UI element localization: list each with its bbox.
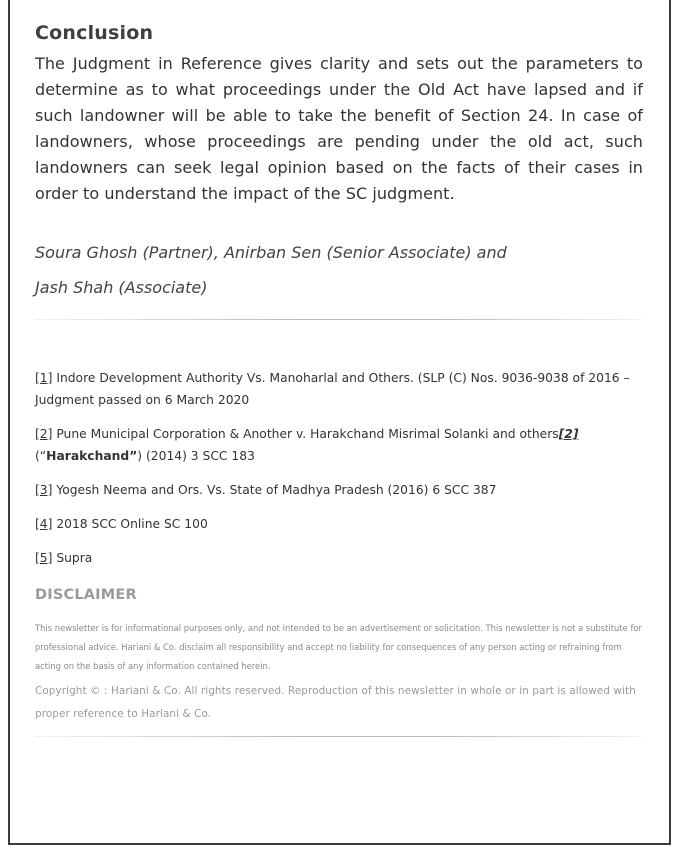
footnote-5-text: Supra [52, 551, 93, 565]
footnote-1-link[interactable]: [1] [35, 371, 53, 385]
footnote-4 [35, 513, 643, 535]
footnote-3-text: Yogesh Neema and Ors. Vs. State of Madhya Pradesh (2016) 6 SCC 387 [52, 483, 497, 497]
footnote-2-text: Pune Municipal Corporation & Another v. Harakchand Misrimal Solanki and others [52, 427, 559, 441]
footnote-2 [35, 423, 643, 467]
bottom-divider [35, 736, 643, 737]
footnote-2-open-quote: (“ [35, 449, 47, 463]
footnote-2-link[interactable]: [2] [35, 427, 53, 441]
footnote-2-citation: ) (2014) 3 SCC 183 [137, 449, 255, 463]
disclaimer-text: This newsletter is for informational purposes only, and not intended to be an advertisement or solicitation. This newsletter is not a substitute for professional advice. Hariani & Co. disclaim all responsibility and accept no liability for consequences of any person acting or refraining from acting on the basis of any information contained herein. [35, 623, 642, 671]
footnote-5 [35, 547, 643, 569]
footnote-3-link[interactable]: [3] [35, 483, 53, 497]
document-content [35, 22, 643, 737]
conclusion-paragraph: The Judgment in Reference gives clarity and sets out the parameters to determine as to what proceedings under the Old Act have lapsed and if such landowner will be able to take the benefit of Section 24. In case of landowners, whose proceedings are pending under the old act, such landowners can seek legal opinion based on the facts of their cases in order to understand the impact of the SC judgment. [35, 54, 643, 203]
author-line-1: Soura Ghosh (Partner), Anirban Sen (Senior Associate) and [35, 243, 507, 262]
footnote-2-short-name: Harakchand” [46, 449, 138, 463]
author-line-2: Jash Shah (Associate) [35, 278, 208, 297]
footnote-1 [35, 367, 643, 411]
footnotes-list [35, 367, 643, 569]
disclaimer-heading: DISCLAIMER [35, 587, 137, 603]
copyright-notice: Copyright © : Hariani & Co. All rights reserved. Reproduction of this newsletter in whole or in part is allowed with proper reference to Hariani & Co. [35, 685, 636, 720]
footnote-3 [35, 479, 643, 501]
footnote-4-text: 2018 SCC Online SC 100 [52, 517, 208, 531]
footnote-2-inline-ref-link[interactable]: [2] [558, 427, 579, 441]
footnote-5-link[interactable]: [5] [35, 551, 53, 565]
footnote-1-text: Indore Development Authority Vs. Manoharlal and Others. (SLP (C) Nos. 9036-9038 of 2016 – Judgment passed on 6 March 2020 [35, 371, 630, 407]
conclusion-heading: Conclusion [35, 22, 154, 44]
footnote-4-link[interactable]: [4] [35, 517, 53, 531]
section-divider [35, 319, 643, 320]
author-credits [35, 235, 643, 305]
